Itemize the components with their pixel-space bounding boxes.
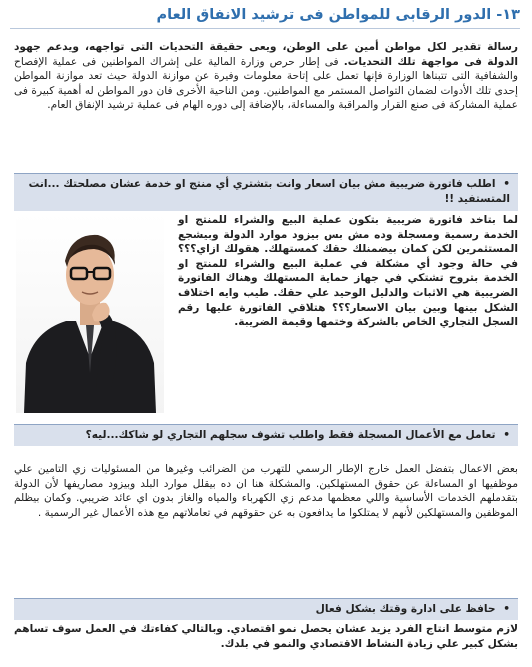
highlight-registered-business (14, 424, 518, 446)
section-title: ١٣- الدور الرقابى للمواطن فى ترشيد الانفاق العام (10, 4, 520, 29)
highlight-time-management (14, 598, 518, 620)
registered-business-paragraph: بعض الاعمال بتفضل العمل خارج الإطار الرسمي للتهرب من الضرائب وغيرها من المسئوليات زي التامين علي موظفيها او المساءلة عن حقوق المستهلكين. والمشكلة هنا ان ده بيقلل موارد البلد وبيزود مصاريفها لأن الدولة بتقدملهم الخدمات الأساسية واللي معظمها مدعم زي الكهرباء والمياه والغاز بدون اي عائد ضريبي. وكمان بيظلم الموظفين والمستهلكين لأنهم لا يمتلكوا ما يدافعون به عن حقوقهم في تعاملاتهم مع هذه الأعمال غير الرسمية . (14, 463, 518, 519)
intro-bold-text: رسالة تقدير لكل مواطن أمين على الوطن، ويعى حقيقة التحديات التى تواجهه، ويدعم جهود الدولة فى مواجهة تلك التحديات. (14, 41, 518, 68)
tax-invoice-paragraph: لما بتاخد فاتورة ضريبية بتكون عملية البيع والشراء للمنتج او الخدمة رسمية ومسجلة وده مش بس بيزود موارد الدولة وبيشجع المستثمرين لكن كمان بيضمنلك حقك كمستهلك. هقولك ازاي؟؟؟ في حالة وجود أي مشكلة في عملية البيع والشراء للمنتج او الخدمة بتروح تشتكي في جهاز حماية المستهلك وهناك الفاتورة الضريبية هي الاثبات والدليل الوحيد علي حقك. طيب وايه اختلاف الشكل بينها وبين بيان الاسعار؟؟؟ هتلاقي الفاتورة عليها رقم السجل التجاري الخاص بالشركة وختمها وقيمة الضريبة. (178, 214, 518, 329)
highlight-text: اطلب فاتورة ضريبية مش بيان اسعار وانت بتشتري أي منتج او خدمة عشان مصلحتك ...انت المتستفيد !! (28, 178, 510, 205)
time-management-paragraph: لازم متوسط انتاج الفرد يزيد عشان يحصل نمو اقتصادي. وبالتالي كفاءتك في العمل سوف تساهم بشكل كبير علي زيادة النشاط الاقتصادي والنمو في بلدك. (14, 623, 518, 650)
bullet-icon: • (503, 178, 510, 190)
thinking-man-photo (16, 213, 164, 413)
bullet-icon: • (503, 429, 510, 441)
intro-paragraph (14, 40, 518, 113)
highlight-text: حافظ على ادارة وقتك بشكل فعال (315, 603, 496, 615)
intro-body-text: فى إطار حرص وزارة المالية على إشراك المواطنين فى عملية الإفصاح والشفافية التى تتبناها الوزارة فإنها تعمل على إتاحة معلومات وفيرة عن موازنة الدولة حيث تعد موازنة المواطن إحدى تلك الأدوات لضمان التواصل المستمر مع المواطنين. ومن الناحية الأخرى فان دور المواطن له أهمية كبيرة فى عملية المشاركة فى صنع القرار والمراقبة والمساءلة، بالإضافة إلى دوره الهام فى عملية ترشيد الإنفاق العام. (14, 55, 518, 112)
highlight-text: تعامل مع الأعمال المسجلة فقط واطلب تشوف سجلهم التجاري لو شاكك...ليه؟ (85, 429, 496, 441)
bullet-icon: • (503, 603, 510, 615)
highlight-tax-invoice (14, 173, 518, 211)
